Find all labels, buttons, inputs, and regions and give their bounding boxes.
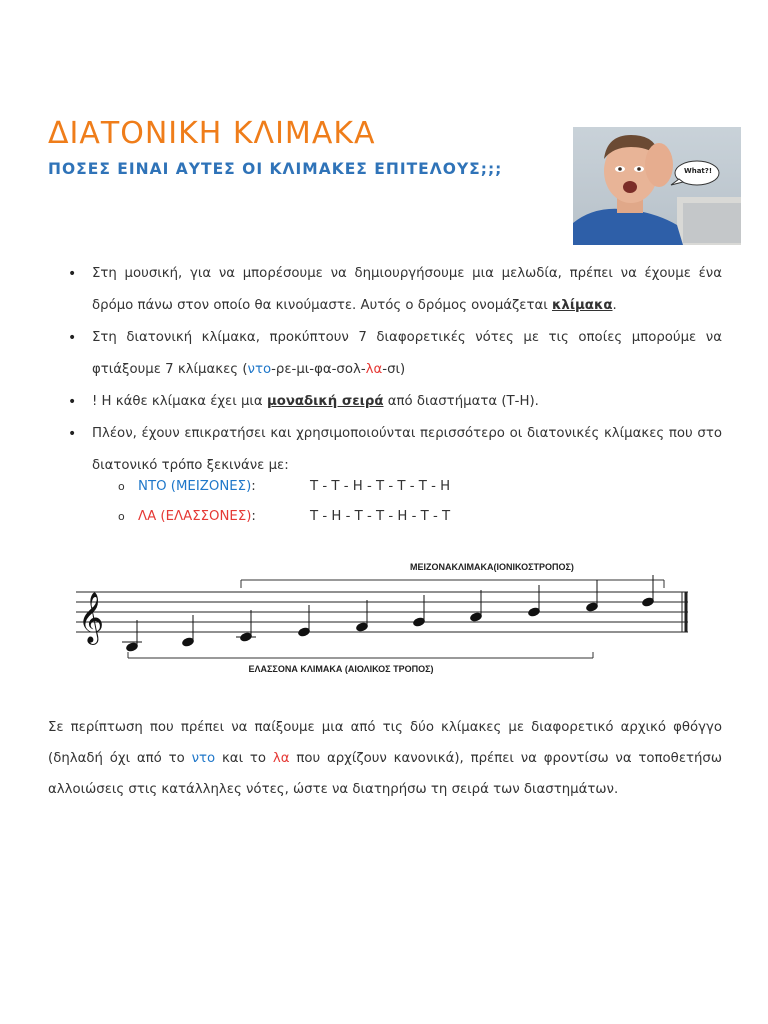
note-nto: ντο [191,751,216,766]
major-scale-label: ΝΤΟ (ΜΕΙΖΟΝΕΣ) [138,479,252,494]
highlight-unique-order: μοναδική σειρά [266,394,384,409]
list-item: • Στη μουσική, για να μπορέσουμε να δημιουργήσουμε μια μελωδία, πρέπει να έχουμε ένα δρόμο πάνω στον οποίο θα κινούμαστε. Αυτός ο δρόμος ονομάζεται κλίμακα. [48,258,722,322]
treble-clef-icon: 𝄞 [78,592,105,643]
minor-scale-label: ΛΑ (ΕΛΑΣΣΟΝΕΣ) [138,509,252,524]
list-item: • Πλέον, έχουν επικρατήσει και χρησιμοποιούνται περισσότερο οι διατονικές κλίμακες που στο διατονικό τρόπο ξεκινάνε με: [48,418,722,482]
minor-interval-pattern: T - H - T - T - H - T - T [310,509,451,524]
circle-bullet-icon: o [118,480,125,493]
note-la: λα [272,751,290,766]
note-nto: ντο [247,362,272,377]
circle-bullet-icon: o [118,510,125,523]
page-subtitle: ΠΟΣΕΣ ΕΙΝΑΙ ΑΥΤΕΣ ΟΙ ΚΛΙΜΑΚΕΣ ΕΠΙΤΕΛΟΥΣ;;; [48,160,503,178]
speech-bubble-text: What?! [683,167,713,175]
major-interval-pattern: T - T - H - T - T - T - H [310,479,451,494]
closing-paragraph: Σε περίπτωση που πρέπει να παίξουμε μια από τις δύο κλίμακες με διαφορετικό αρχικό φθόγγο (δηλαδή όχι από το ντο και το λα που αρχίζουν κανονικά), πρέπει να φροντίσω να τοποθετήσω αλλοιώσεις στις κατάλληλες νότες, ώστε να διατηρήσω τη σειρά των διαστημάτων. [48,720,722,797]
list-item: • ! Η κάθε κλίμακα έχει μια μοναδική σειρά από διαστήματα (Τ-Η). [48,386,722,418]
surprised-man-photo [573,127,741,245]
list-item: • Στη διατονική κλίμακα, προκύπτουν 7 διαφορετικές νότες με τις οποίες μπορούμε να φτιάξουμε 7 κλίμακες (ντο-ρε-μι-φα-σολ-λα-σι) [48,322,722,386]
bullet-list [48,258,722,482]
music-staff-figure [58,548,710,684]
note-la: λα [365,362,383,377]
minor-scale-caption: ΕΛΑΣΣΟΝΑ ΚΛΙΜΑΚΑ (ΑΙΟΛΙΚΟΣ ΤΡΟΠΟΣ) [248,664,434,674]
major-scale-caption: ΜΕΙΖΟΝΑΚΛΙΜΑΚΑ(ΙΟΝΙΚΟΣΤΡΟΠΟΣ) [410,562,574,572]
page-title: ΔΙΑΤΟΝΙΚΗ ΚΛΙΜΑΚΑ [48,116,376,151]
highlight-klimaka: κλίμακα [551,298,613,313]
